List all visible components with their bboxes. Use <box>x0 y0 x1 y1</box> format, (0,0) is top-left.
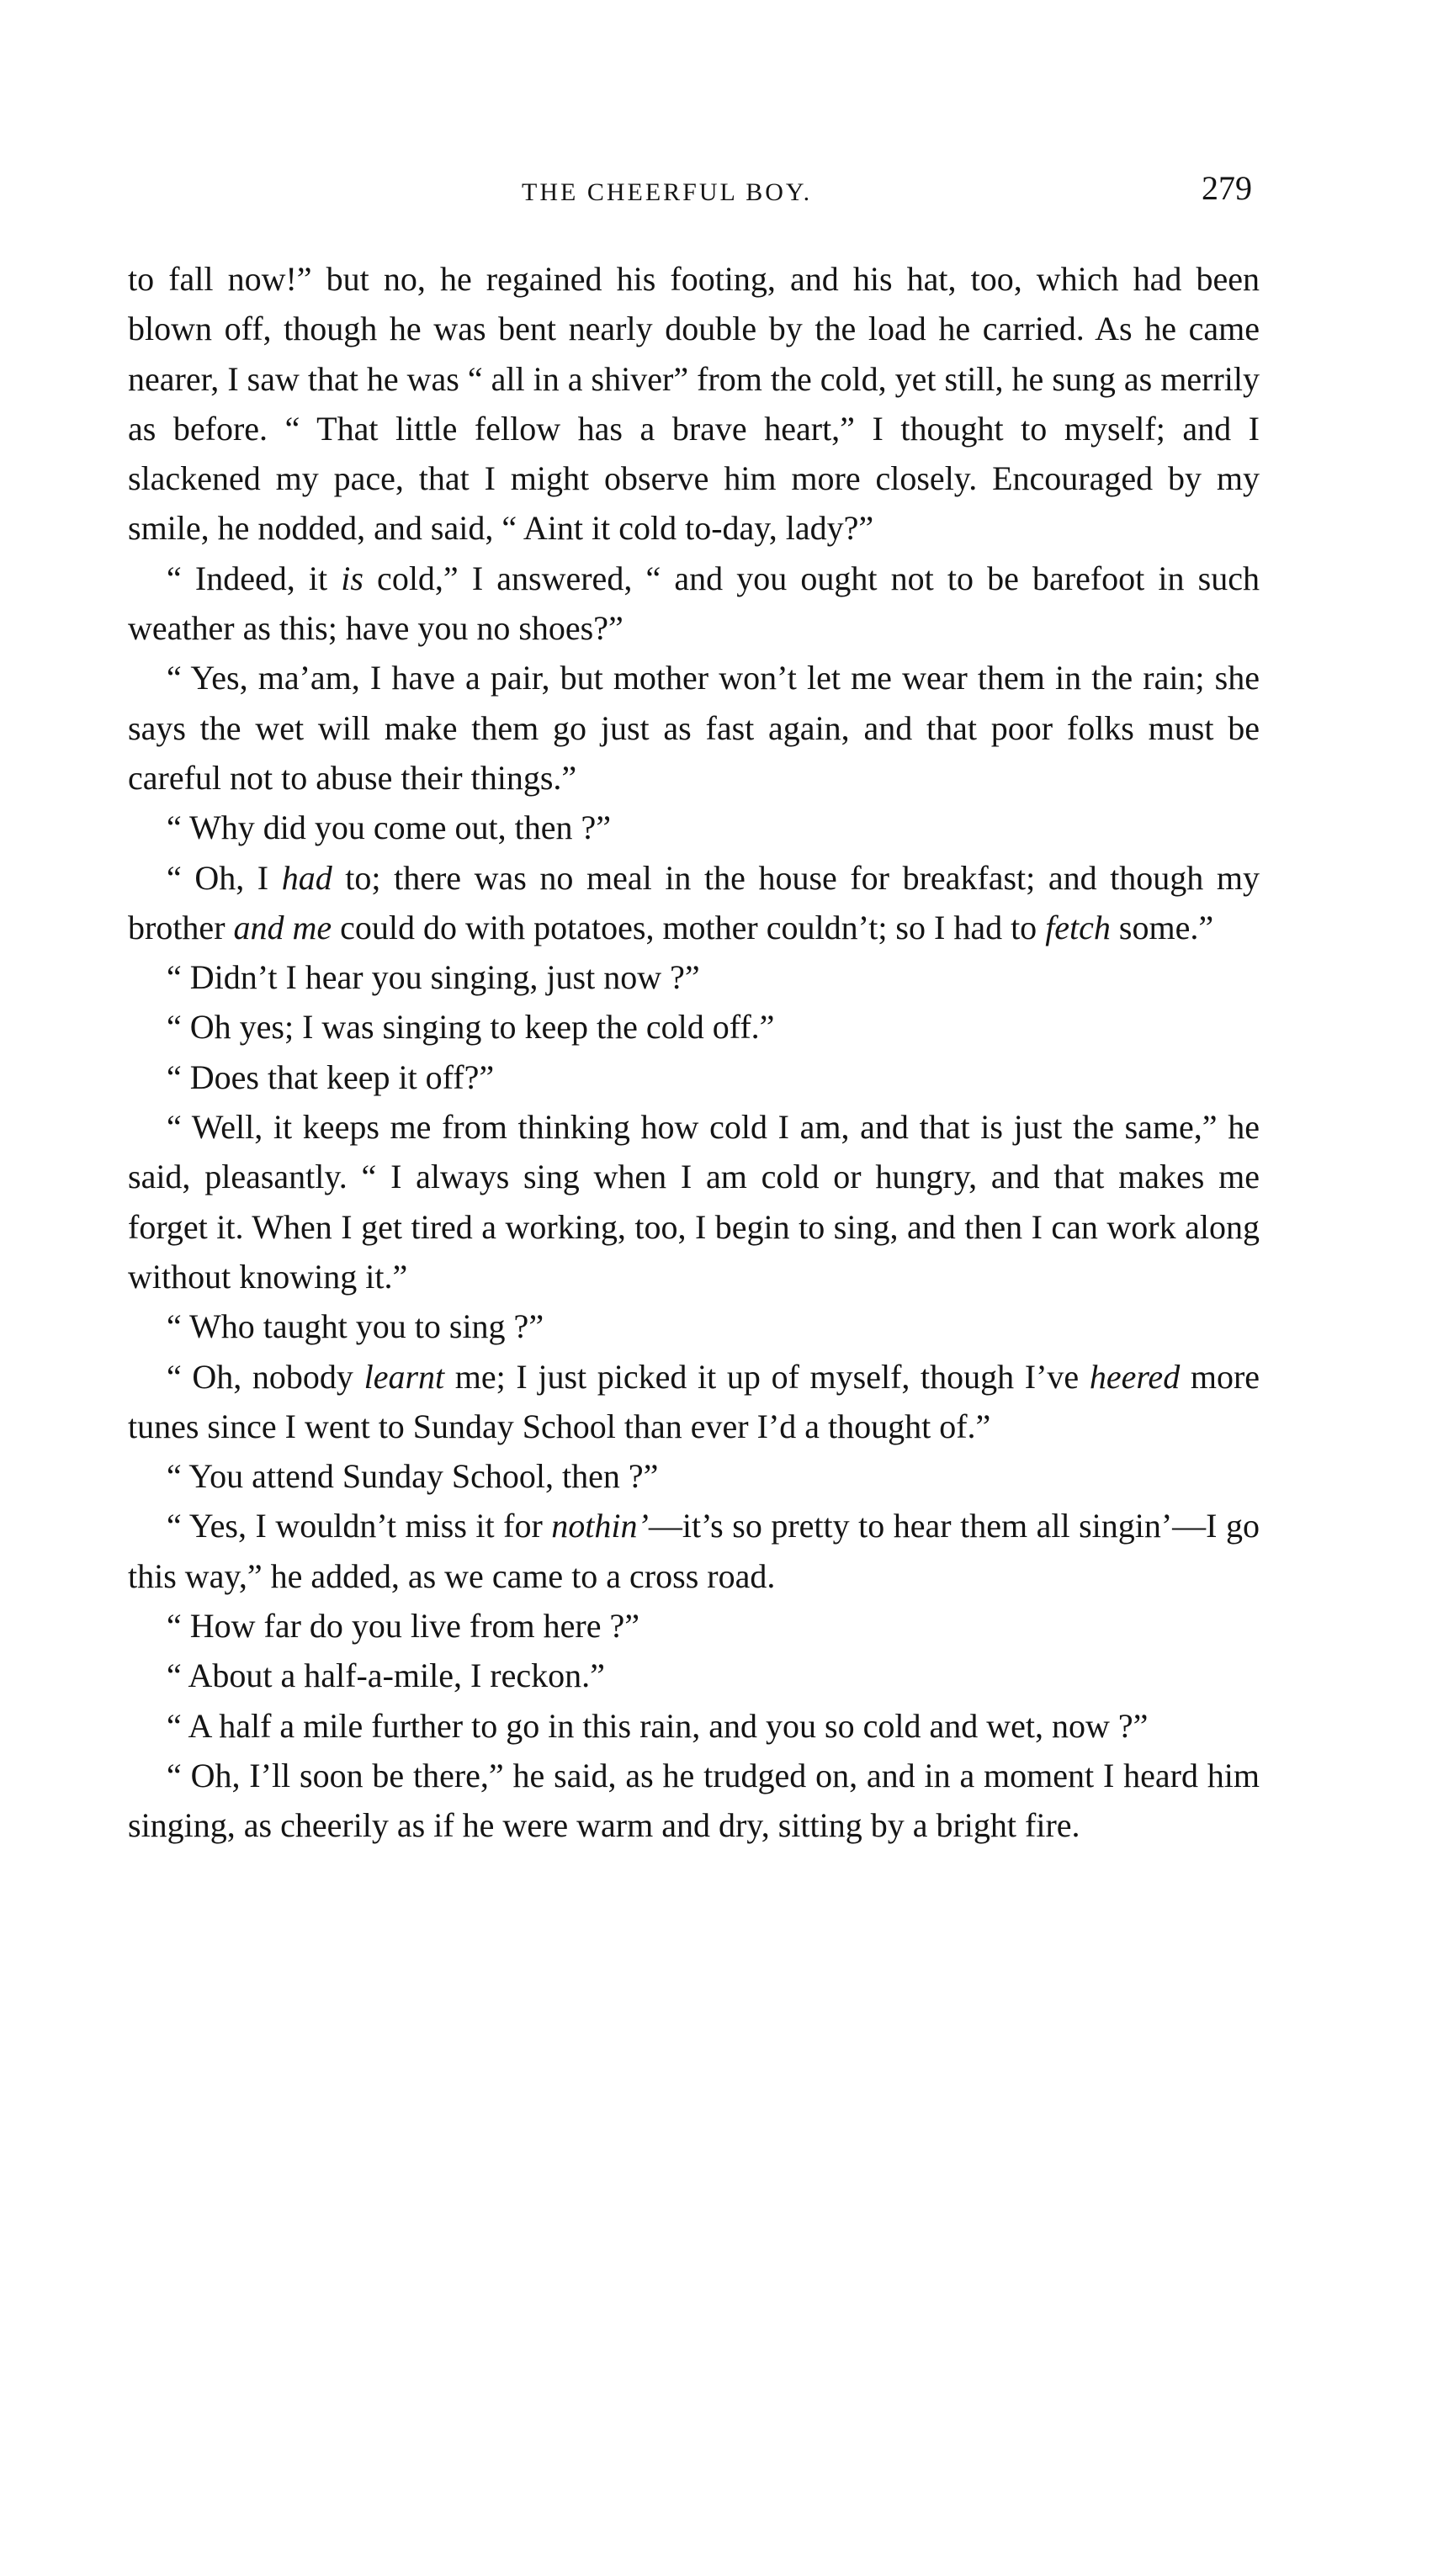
paragraph-text: could do with potatoes, mother couldn’t; so I had to <box>332 908 1046 946</box>
paragraph <box>128 1002 1260 1052</box>
paragraph <box>128 853 1260 953</box>
paragraph-text: —it’s so pretty to hear them all singin’—I go this way,” he added, as we came to a cross road. <box>128 1507 1260 1595</box>
paragraph-text: to fall now!” but no, he regained his footing, and his hat, too, which had been blown off, though he was bent nearly double by the load he carried. As he came nearer, I saw that he was “ all in a shiver” from the cold, yet still, he sung as merrily as before. “ That little fellow has a brave heart,” I thought to myself; and I slackened my pace, that I might observe him more closely. Encouraged by my smile, he nodded, and said, “ Aint it cold to-day, lady?” <box>128 260 1260 548</box>
paragraph-text: “ Well, it keeps me from thinking how cold I am, and that is just the same,” he said, pleasantly. “ I always sing when I am cold or hungry, and that makes me forget it. When I get tired a working, too, I begin to sing, and then I can work along without knowing it.” <box>128 1108 1260 1296</box>
paragraph-text: “ You attend Sunday School, then ?” <box>167 1457 659 1496</box>
paragraph <box>128 1751 1260 1851</box>
emphasized-text: and me <box>233 908 332 946</box>
paragraph-text: “ Oh, I’ll soon be there,” he said, as he trudged on, and in a moment I heard him singing, as cheerily as if he were warm and dry, sitting by a bright fire. <box>128 1756 1260 1845</box>
paragraph <box>128 554 1260 654</box>
paragraph-text: some.” <box>1110 908 1214 946</box>
page-number: 279 <box>1202 169 1252 207</box>
emphasized-text: learnt <box>363 1357 445 1396</box>
paragraph <box>128 1601 1260 1651</box>
paragraph-text: “ Why did you come out, then ?” <box>167 808 612 847</box>
paragraph <box>128 1102 1260 1301</box>
paragraph <box>128 1301 1260 1351</box>
emphasized-text: fetch <box>1045 908 1111 946</box>
paragraph <box>128 803 1260 852</box>
emphasized-text: nothin’ <box>551 1507 649 1545</box>
paragraph <box>128 952 1260 1002</box>
paragraph-text: “ Who taught you to sing ?” <box>167 1307 544 1346</box>
paragraph-text: “ Does that keep it off?” <box>167 1057 495 1096</box>
paragraph <box>128 1352 1260 1452</box>
paragraph-text: “ About a half-a-mile, I reckon.” <box>167 1656 605 1695</box>
paragraph-text: “ Oh yes; I was singing to keep the cold off.” <box>167 1008 775 1047</box>
paragraph <box>128 1651 1260 1700</box>
paragraph-text: “ Oh, nobody <box>167 1357 364 1396</box>
emphasized-text: heered <box>1089 1357 1181 1396</box>
page-header <box>0 168 1438 219</box>
paragraph <box>128 254 1260 554</box>
paragraph-text: “ Oh, I <box>167 858 282 897</box>
paragraph-text: cold,” I answered, “ and you ought not to be barefoot in such weather as this; have you no shoes?” <box>128 559 1260 648</box>
paragraph-text: “ How far do you live from here ?” <box>167 1607 639 1646</box>
paragraph-text: to; there was no meal in the house for breakfast; and though my brother <box>128 858 1260 946</box>
paragraph <box>128 1052 1260 1102</box>
body-text <box>128 254 1260 1851</box>
paragraph-text: “ A half a mile further to go in this rain, and you so cold and wet, now ?” <box>167 1706 1149 1745</box>
paragraph <box>128 1701 1260 1751</box>
paragraph-text: “ Yes, I wouldn’t miss it for <box>167 1507 552 1545</box>
emphasized-text: had <box>281 858 332 897</box>
emphasized-text: is <box>341 559 363 597</box>
running-title: THE CHEERFUL BOY. <box>522 178 813 206</box>
paragraph-text: “ Indeed, it <box>167 559 342 597</box>
paragraph <box>128 653 1260 803</box>
paragraph-text: more tunes since I went to Sunday School than ever I’d a thought of.” <box>128 1357 1260 1445</box>
paragraph-text: me; I just picked it up of myself, though I’ve <box>444 1357 1090 1396</box>
paragraph-text: “ Yes, ma’am, I have a pair, but mother won’t let me wear them in the rain; she says the wet will make them go just as fast again, and that poor folks must be careful not to abuse their things.” <box>128 659 1260 797</box>
paragraph <box>128 1501 1260 1601</box>
paragraph-text: “ Didn’t I hear you singing, just now ?” <box>167 958 700 997</box>
paragraph <box>128 1451 1260 1501</box>
